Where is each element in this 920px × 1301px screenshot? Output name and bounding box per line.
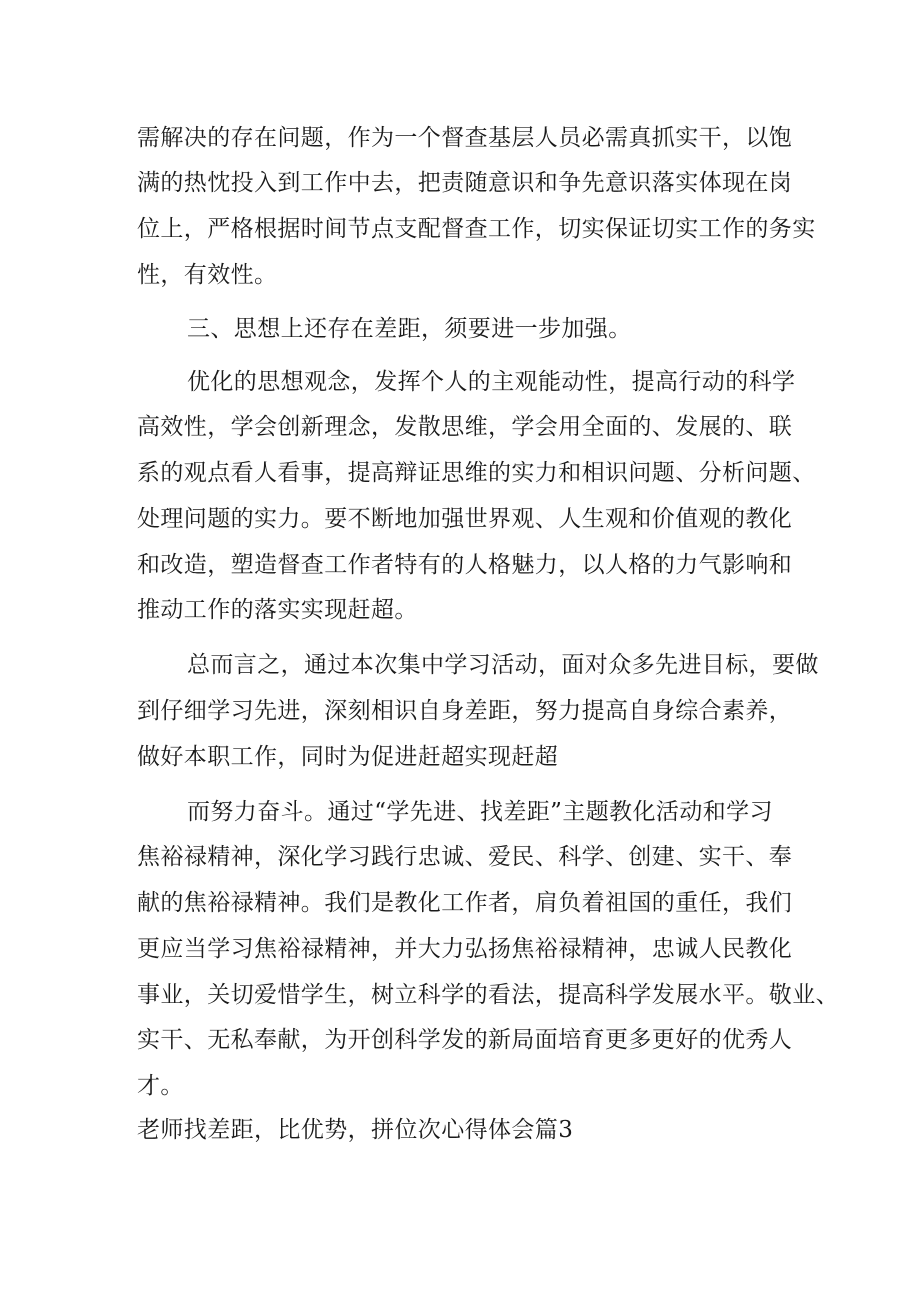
text-line: 高效性，学会创新理念，发散思维，学会用全面的、发展的、联 [137, 414, 793, 440]
article-title: 老师找差距，比优势，拼位次心得体会篇3 [137, 1117, 574, 1143]
text-line: 焦裕禄精神，深化学习践行忠诚、爱民、科学、创建、实干、奉 [137, 844, 793, 870]
text-line: 而努力奋斗。通过“学先进、找差距”主题教化活动和学习 [187, 799, 773, 825]
text-line: 系的观点看人看事，提高辩证思维的实力和相识问题、分析问题、 [137, 460, 816, 486]
text-line: 献的焦裕禄精神。我们是教化工作者，肩负着祖国的重任，我们 [137, 890, 793, 916]
text-line: 满的热忱投入到工作中去，把责随意识和争先意识落实体现在岗 [137, 170, 793, 196]
text-line: 更应当学习焦裕禄精神，并大力弘扬焦裕禄精神，忠诚人民教化 [137, 936, 793, 962]
text-line: 实干、无私奉献，为开创科学发的新局面培育更多更好的优秀人 [137, 1027, 793, 1053]
text-line: 位上，严格根据时间节点支配督查工作，切实保证切实工作的务实 [137, 216, 816, 242]
text-line: 事业，关切爱惜学生，树立科学的看法，提高科学发展水平。敬业、 [137, 982, 839, 1008]
text-line: 总而言之，通过本次集中学习活动，面对众多先进目标，要做 [187, 652, 819, 678]
text-line: 性，有效性。 [137, 262, 278, 288]
text-line: 优化的思想观念，发挥个人的主观能动性，提高行动的科学 [187, 369, 796, 395]
text-line: 和改造，塑造督查工作者特有的人格魅力，以人格的力气影响和 [137, 552, 793, 578]
text-line: 处理问题的实力。要不断地加强世界观、人生观和价值观的教化 [137, 506, 793, 532]
text-line: 推动工作的落实实现赶超。 [137, 597, 418, 623]
text-line: 做好本职工作，同时为促进赶超实现赶超 [137, 744, 559, 770]
text-line: 才。 [137, 1073, 184, 1099]
section-heading: 三、思想上还存在差距，须要进一步加强。 [187, 316, 632, 342]
text-line: 需解决的存在问题，作为一个督查基层人员必需真抓实干，以饱 [137, 125, 793, 151]
text-line: 到仔细学习先进，深刻相识自身差距，努力提高自身综合素养， [137, 698, 793, 724]
